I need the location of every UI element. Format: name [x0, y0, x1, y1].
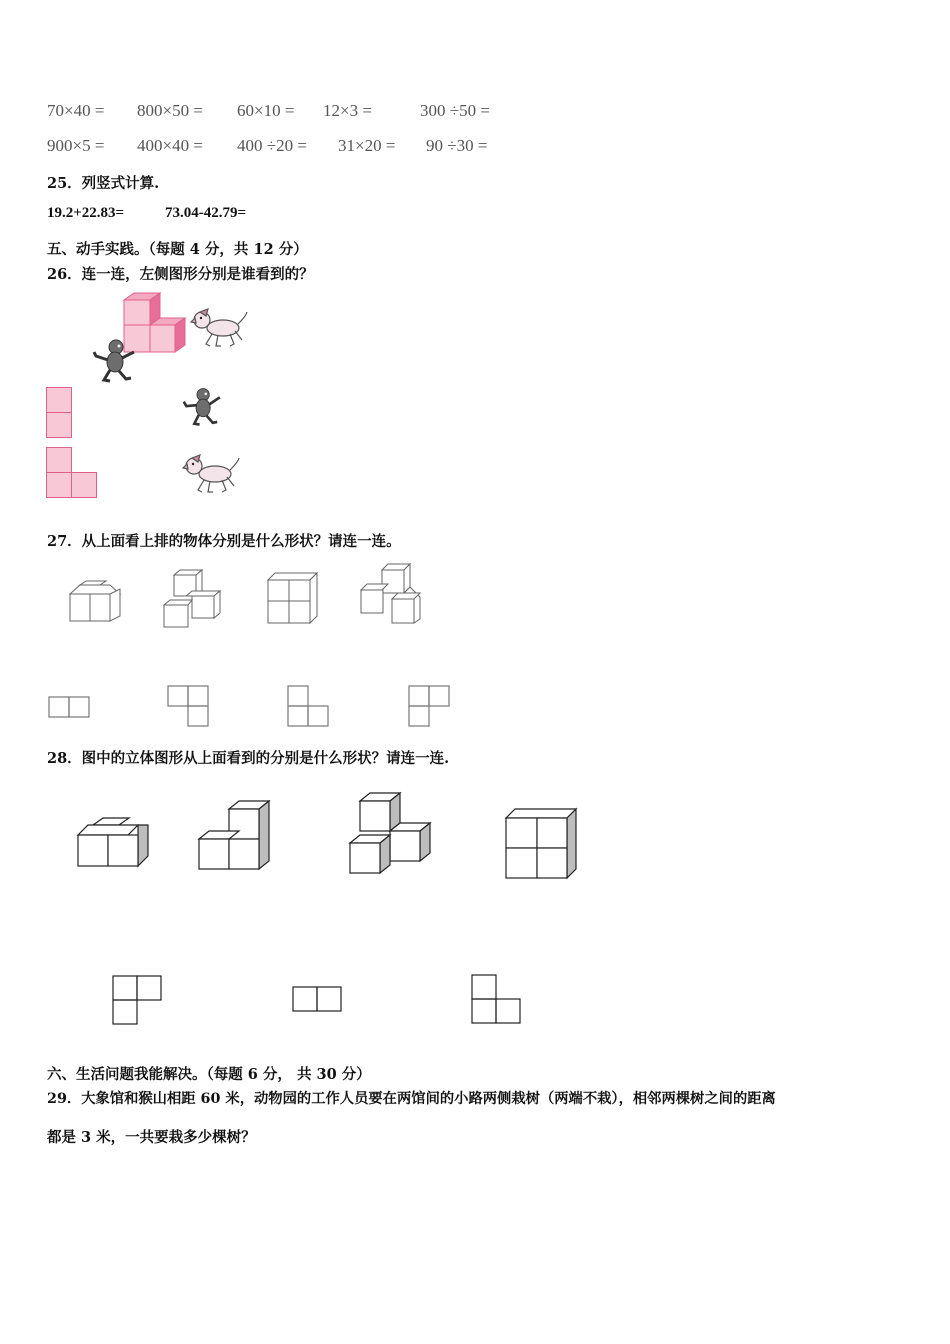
- q28-view-1: [112, 975, 164, 1027]
- q27-solid-1: [68, 580, 124, 624]
- q28-solid-4: [503, 806, 579, 882]
- dog-icon: [182, 452, 242, 498]
- q28-solid-3: [348, 791, 434, 875]
- section-6-heading: 六、生活问题我能解决。（每题 6 分， 共 30 分）: [47, 1066, 371, 1083]
- calc-item: 300 ÷50 =: [420, 101, 490, 120]
- q28-title: 28．图中的立体图形从上面看到的分别是什么形状？请连一连.: [47, 750, 450, 767]
- q27-view-1: [48, 696, 92, 720]
- dog-icon: [190, 306, 250, 352]
- calc-item: 70×40 =: [47, 101, 105, 120]
- q27-solid-4: [358, 561, 424, 627]
- pink-view-two-stack: [46, 387, 74, 439]
- q27-view-2: [167, 685, 211, 729]
- q27-title: 27．从上面看上排的物体分别是什么形状？请连一连。: [47, 533, 401, 550]
- q29-line-2: 都是 3 米，一共要栽多少棵树？: [47, 1129, 256, 1146]
- calc-item: 400×40 =: [137, 136, 203, 155]
- q25-expression-2: 73.04-42.79=: [165, 205, 247, 221]
- q26-title: 26．连一连，左侧图形分别是谁看到的？: [47, 266, 314, 283]
- q27-solid-2: [162, 567, 224, 629]
- q28-solid-2: [197, 799, 273, 873]
- q25-expression-1: 19.2+22.83=: [47, 205, 125, 221]
- monkey-icon: [182, 384, 226, 430]
- q29-line-1: 29．大象馆和猴山相距 60 米，动物园的工作人员要在两馆间的小路两侧栽树（两端不栽），相邻两棵树之间的距离: [47, 1091, 776, 1107]
- q28-view-2: [292, 986, 344, 1014]
- calc-item: 400 ÷20 =: [237, 136, 307, 155]
- calc-item: 800×50 =: [137, 101, 203, 120]
- q28-view-3: [471, 974, 523, 1026]
- pink-view-l-shape: [46, 447, 100, 499]
- calc-item: 60×10 =: [237, 101, 295, 120]
- q27-solid-3: [265, 570, 321, 626]
- q27-view-3: [287, 685, 331, 729]
- calc-item: 31×20 =: [338, 136, 396, 155]
- q27-view-4: [408, 685, 452, 729]
- calc-item: 12×3 =: [323, 101, 372, 120]
- calc-item: 900×5 =: [47, 136, 105, 155]
- q28-solid-1: [75, 815, 151, 869]
- q25-title: 25．列竖式计算.: [47, 175, 160, 192]
- section-5-heading: 五、动手实践。（每题 4 分，共 12 分）: [47, 241, 308, 258]
- calc-item: 90 ÷30 =: [426, 136, 488, 155]
- monkey-icon: [90, 338, 140, 384]
